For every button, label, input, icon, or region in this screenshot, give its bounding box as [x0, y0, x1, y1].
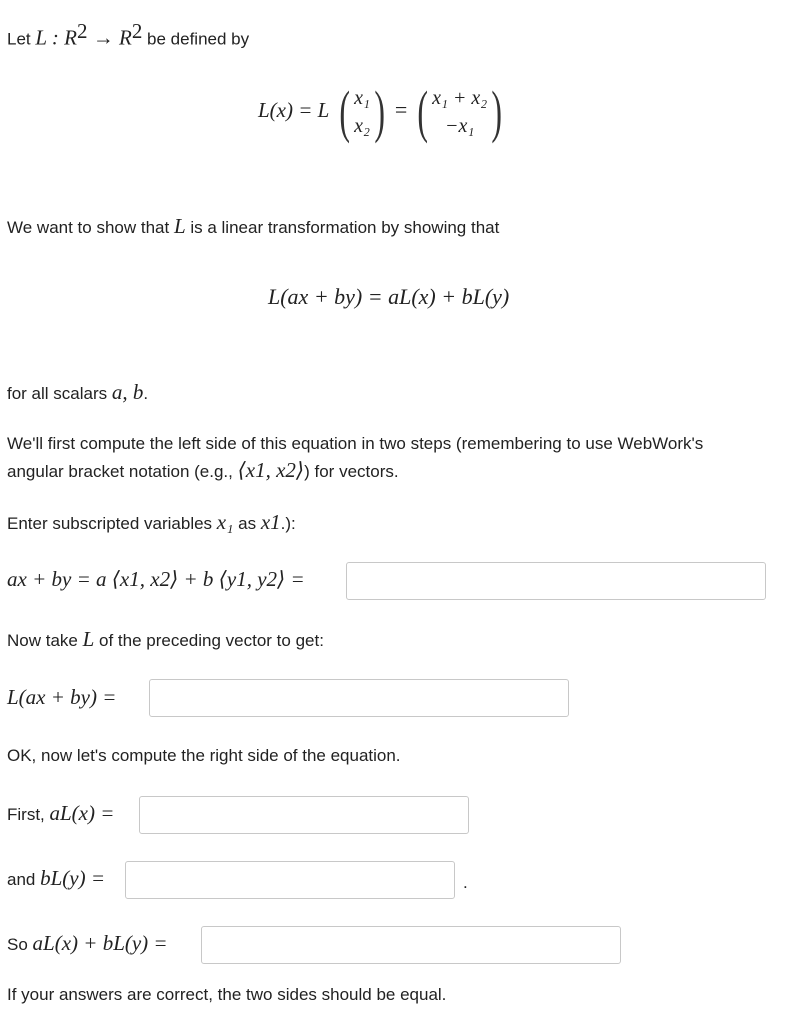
q1-label: ax + by = a ⟨x1, x2⟩ + b ⟨y1, y2⟩ = — [7, 567, 305, 591]
intro-line: Let L : $R^2 \to R^2$ be defined by — [7, 19, 250, 50]
q5-answer-input[interactable] — [201, 926, 621, 964]
q3-label: First, aL(x) = — [7, 801, 115, 825]
output-vector: x₁ + x₂ −x₁ — [432, 87, 488, 137]
q1-answer-input[interactable] — [346, 562, 766, 600]
q2-answer-input[interactable] — [149, 679, 569, 717]
instructions-line2: angular bracket notation (e.g., ⟨x1, x2⟩) for vectors. — [7, 458, 399, 482]
q4-answer-input[interactable] — [125, 861, 455, 899]
instructions-line3: Enter subscripted variables x₁ as x1.): — [7, 510, 296, 534]
q4-trailing-period: . — [463, 873, 468, 892]
q2-label: L(ax + by) = — [7, 685, 117, 709]
now-take-text: Now take L of the preceding vector to get: — [7, 627, 324, 651]
instructions-line1: We'll first compute the left side of this equation in two steps (remembering to use WebWork's — [7, 434, 704, 453]
q3-answer-input[interactable] — [139, 796, 469, 834]
q5-label: So aL(x) + bL(y) = — [7, 931, 168, 955]
linearity-equation: L(ax + by) = aL(x) + bL(y) — [268, 284, 510, 309]
closing-text: If your answers are correct, the two sides should be equal. — [7, 985, 447, 1004]
scalars-text: for all scalars a, b. — [7, 380, 149, 404]
ok-text: OK, now let's compute the right side of the equation. — [7, 746, 401, 765]
input-vector: x₁ x₂ — [354, 87, 371, 137]
definition-equation: L(x) = L ( x₁ x₂ ) = ( x₁ + x₂ −x₁ ) — [258, 79, 503, 144]
show-linear-text: We want to show that L is a linear transformation by showing that — [7, 214, 500, 238]
q4-label: and bL(y) = — [7, 866, 106, 890]
